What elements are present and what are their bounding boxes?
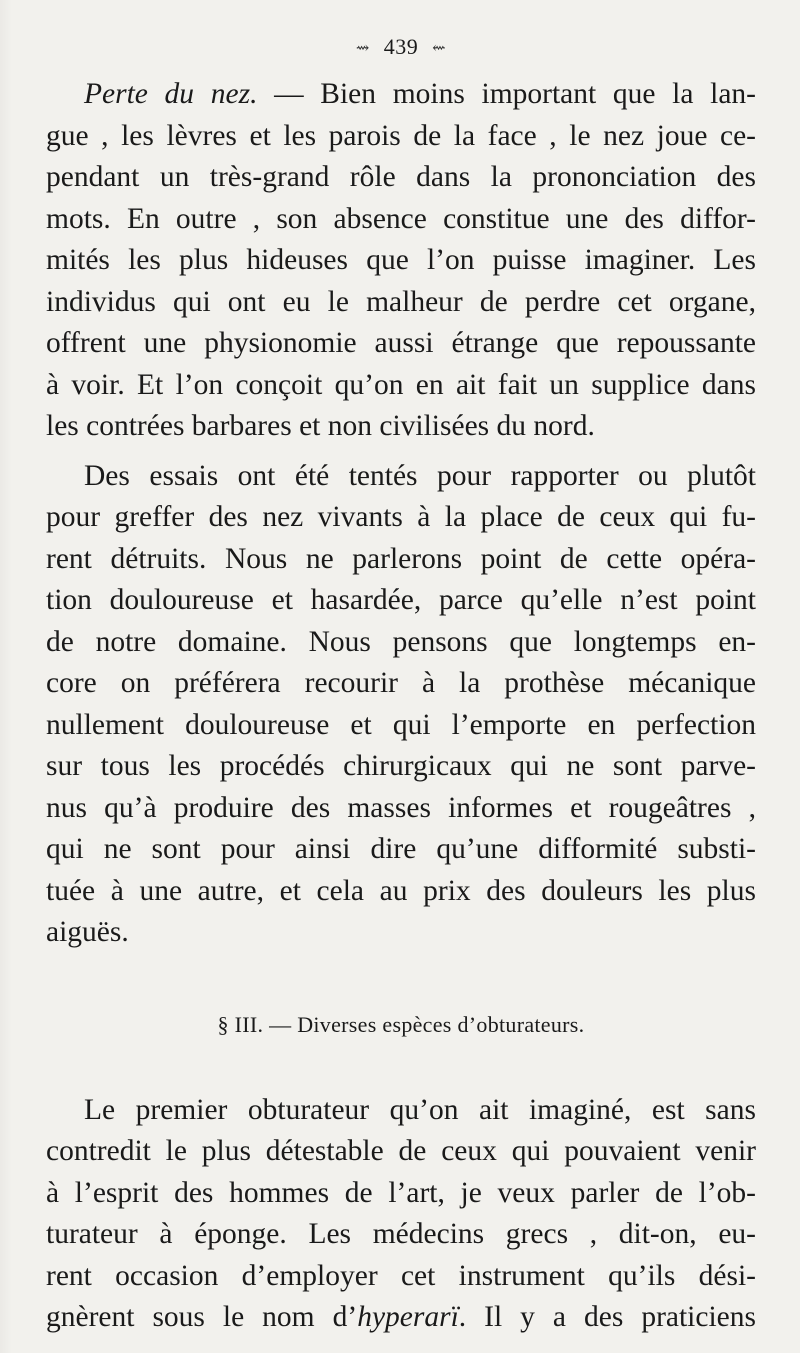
paragraph-line: les contrées barbares et non civilisées du nord.: [46, 410, 595, 442]
paragraph-line: à voir. Et l’on conçoit qu’on en ait fait un supplice dans: [46, 368, 756, 401]
paragraph-line: aiguës.: [46, 916, 129, 948]
paragraph-line: nus qu’à produire des masses informes et rougeâtres ,: [46, 791, 756, 824]
page-header: [46, 30, 756, 70]
paragraph-essais: [46, 456, 756, 954]
ornament-left-icon: ⇝: [355, 39, 370, 57]
page-number: 439: [383, 34, 419, 59]
ornament-right-icon: ⇜: [432, 39, 447, 57]
paragraph-line: mités les plus hideuses que l’on puisse imaginer. Les: [46, 244, 756, 276]
paragraph-line: offrent une physionomie aussi étrange que repoussante: [46, 327, 756, 359]
paragraph-line: pour greffer des nez vivants à la place de ceux qui fu-: [46, 501, 756, 533]
paragraph-line: gnèrent sous le nom d’hyperarï. Il y a des praticiens: [46, 1301, 756, 1333]
paragraph-premier-obturateur: [46, 1090, 756, 1339]
paragraph-line: de notre domaine. Nous pensons que longtemps en-: [46, 625, 756, 658]
paragraph-line: sur tous les procédés chirurgicaux qui ne sont parve-: [46, 750, 756, 782]
paragraph-line: Le premier obturateur qu’on ait imaginé, est sans: [84, 1093, 756, 1126]
paragraph-line: à l’esprit des hommes de l’art, je veux parler de l’ob-: [46, 1176, 756, 1209]
paragraph-line: rent occasion d’employer cet instrument qu’ils dési-: [46, 1259, 756, 1292]
paragraph-line: turateur à éponge. Les médecins grecs , dit-on, eu-: [46, 1218, 756, 1250]
paragraph-line: mots. En outre , son absence constitue une des diffor-: [46, 202, 756, 235]
paragraph-line: gue , les lèvres et les parois de la face , le nez joue ce-: [46, 119, 756, 152]
paragraph-line: Des essais ont été tentés pour rapporter ou plutôt: [84, 459, 756, 492]
paragraph-line: rent détruits. Nous ne parlerons point de cette opéra-: [46, 542, 756, 575]
italic-term: hyperarï: [357, 1301, 459, 1333]
paragraph-line: contredit le plus détestable de ceux qui pouvaient venir: [46, 1135, 756, 1167]
paragraph-perte-du-nez: [46, 74, 756, 448]
paragraph-line: tion douloureuse et hasardée, parce qu’elle n’est point: [46, 584, 756, 616]
paragraph-line: pendant un très-grand rôle dans la prononciation des: [46, 161, 756, 193]
paragraph-line: tuée à une autre, et cela au prix des douleurs les plus: [46, 874, 756, 907]
paragraph-line: Perte du nez. — Bien moins important que la lan-: [84, 78, 756, 110]
paragraph-line: core on préférera recourir à la prothèse mécanique: [46, 667, 756, 699]
paragraph-line: nullement douloureuse et qui l’emporte en perfection: [46, 708, 756, 741]
section-heading: § III. — Diverses espèces d’obturateurs.: [217, 1011, 585, 1037]
paragraph-line: qui ne sont pour ainsi dire qu’une difformité substi-: [46, 833, 756, 865]
paragraph-line: individus qui ont eu le malheur de perdre cet organe,: [46, 285, 756, 318]
paragraph-lead: Perte du nez.: [84, 78, 258, 110]
